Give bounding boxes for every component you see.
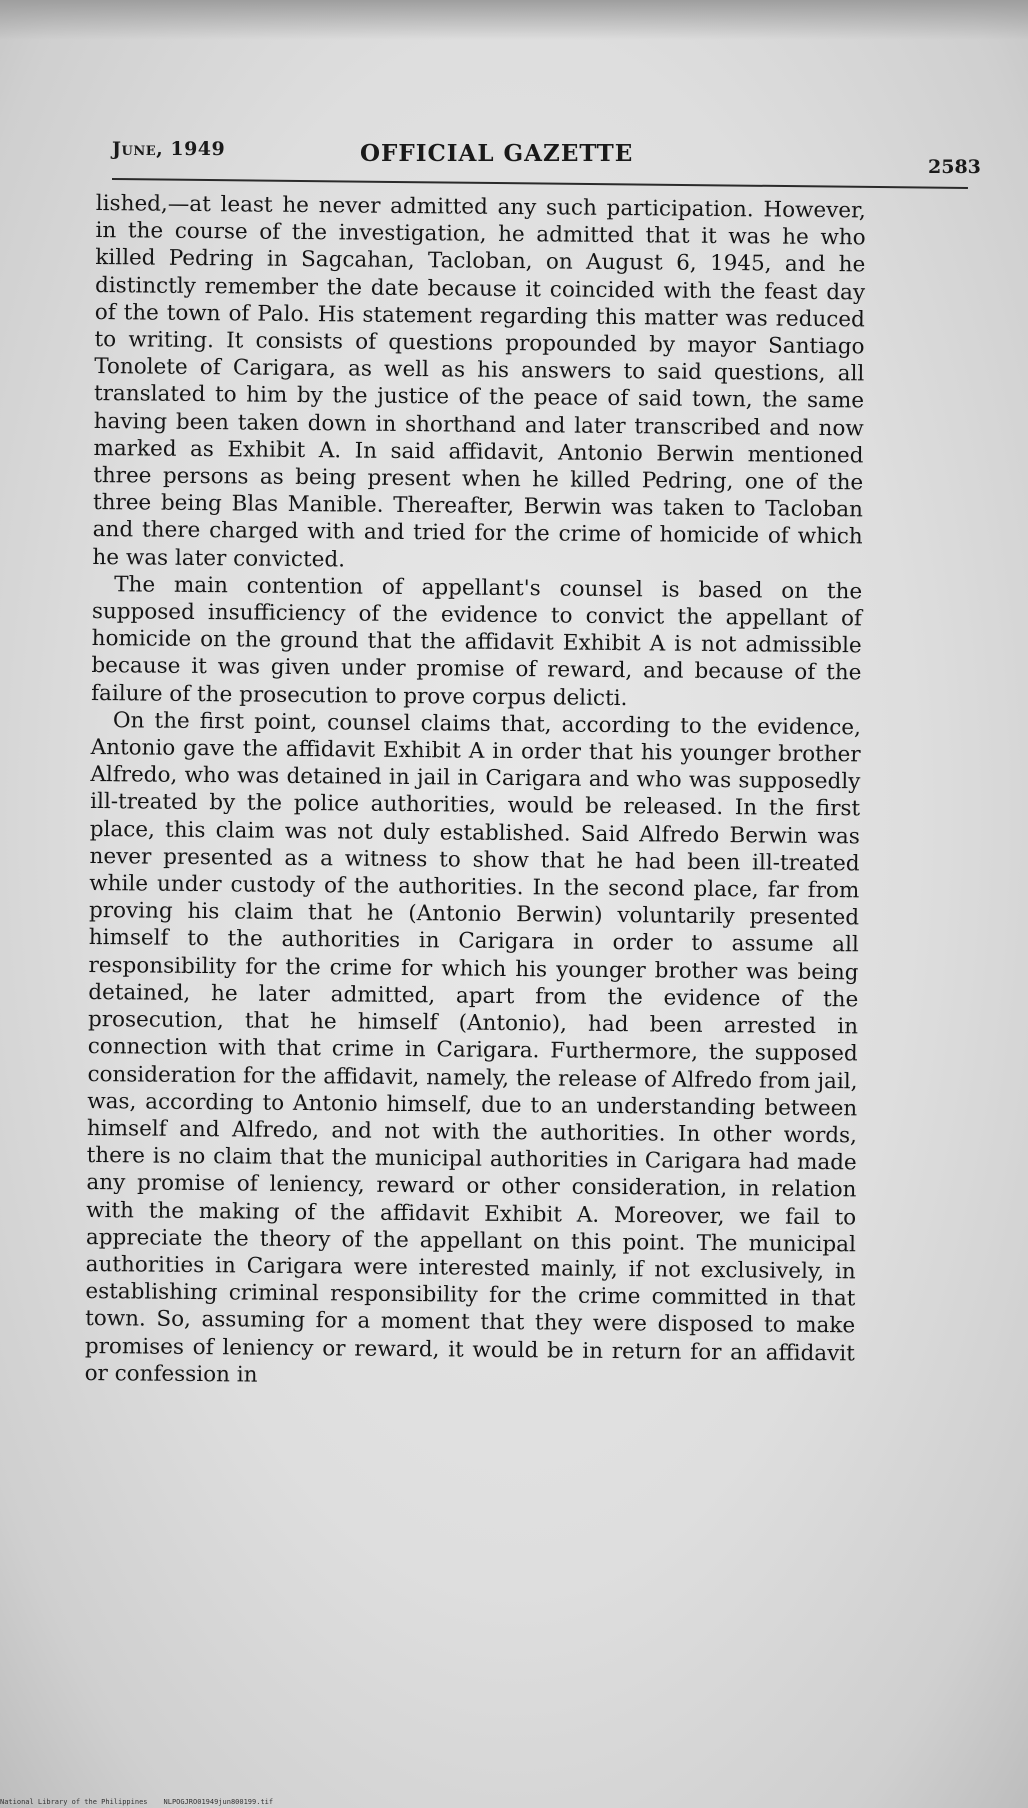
paragraph-3: On the first point, counsel claims that, according to the evidence, Antonio gave the affidavit Exhibit A in order that his younger brother Alfredo, who was detained in jail in Carigara and who was supposedly ill-treated by the police authorities, would be released. In the first place, this claim was not duly established. Said Alfredo Berwin was never presented as a witness to show that he had been ill-treated while under custody of the authorities. In the second place, far from proving his claim that he (Antonio Berwin) voluntarily presented himself to the authorities in Carigara in order to assume all responsibility for the crime for which his younger brother was being detained, he later admitted, apart from the evidence of the prosecution, that he himself (Antonio), had been arrested in connection with that crime in Carigara. Furthermore, the supposed consideration for the affidavit, namely, the release of Alfredo from jail, was, according to Antonio himself, due to an understanding between himself and Alfredo, and not with the authorities. In other words, there is no claim that the municipal authorities in Carigara had made any promise of leniency, reward or other consideration, in relation with the making of the affidavit Exhibit A. Moreover, we fail to appreciate the theory of the appellant on this point. The municipal authorities in Carigara were interested mainly, if not exclusively, in establishing criminal responsibility for the crime committed in that town. So, assuming for a moment that they were disposed to make promises of leniency or reward, it would be in return for an affidavit or confession in bbox=[84, 708, 861, 1388]
paragraph-1: lished,—at least he never admitted any such participation. However, in the course of the investigation, he admitted that it was he who killed Pedring in Sagcahan, Tacloban, on August 6, 1945, and he distinctly remember the date because it coincided with the feast day of the town of Palo. His statement regarding this matter was reduced to writing. It consists of questions propounded by mayor Santiago Tonolete of Carigara, as well as his answers to said questions, all translated to him by the justice of the peace of said town, the same having been taken down in shorthand and later transcribed and now marked as Exhibit A. In said affidavit, Antonio Berwin mentioned three persons as being present when he killed Pedring, one of the three being Blas Manible. Thereafter, Berwin was taken to Tacloban and there charged with and tried for the crime of homicide of which he was later convicted. bbox=[92, 190, 866, 573]
footer-file: NLPOGJRO01949jun800199.tif bbox=[163, 1798, 274, 1806]
body-text bbox=[85, 190, 866, 1394]
header-title: OFFICIAL GAZETTE bbox=[360, 140, 634, 167]
page-header bbox=[112, 130, 982, 180]
footer-library: National Library of the Philippines bbox=[0, 1798, 148, 1806]
header-date: June, 1949 bbox=[112, 138, 226, 160]
paragraph-2: The main contention of appellant's counsel is based on the supposed insufficiency of the evidence to convict the appellant of homicide on the ground that the affidavit Exhibit A is not admissible because it was given under promise of reward, and because of the failure of the prosecution to prove corpus delicti. bbox=[91, 572, 863, 711]
scan-footer bbox=[0, 1798, 273, 1806]
page-number: 2583 bbox=[928, 156, 981, 178]
scan-shadow bbox=[0, 0, 1028, 40]
